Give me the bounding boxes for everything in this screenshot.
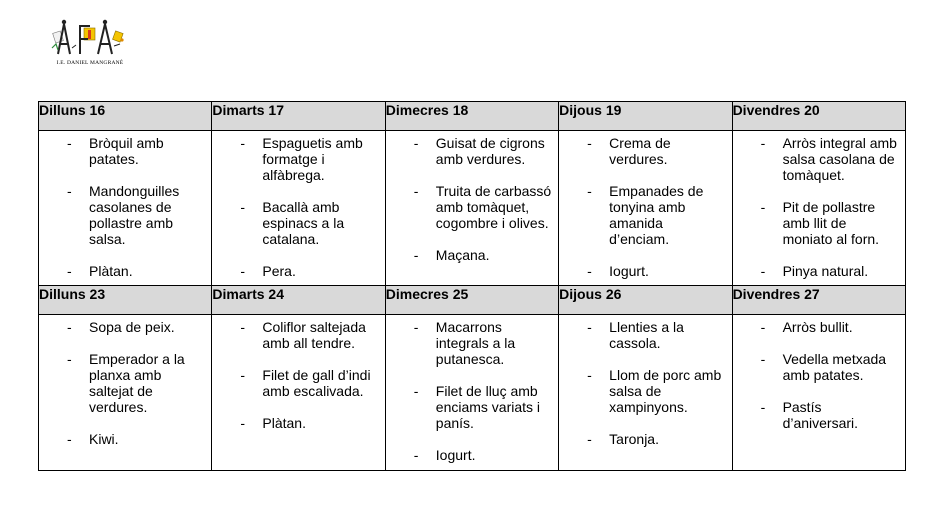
dish-item: - Pastís d’aniversari. xyxy=(733,399,905,431)
dish-item: - Arròs integral amb salsa casolana de tomàquet. xyxy=(733,135,905,183)
dish-list xyxy=(386,315,558,463)
dish-list xyxy=(559,315,731,447)
day-dishes-cell xyxy=(732,315,905,471)
dish-item: - Macarrons integrals a la putanesca. xyxy=(386,319,558,367)
dish-item: - Plàtan. xyxy=(39,263,211,279)
day-dishes-cell xyxy=(39,131,212,286)
day-header: Divendres 20 xyxy=(732,102,905,131)
dish-item: - Coliflor saltejada amb all tendre. xyxy=(212,319,384,351)
day-header: Dimarts 17 xyxy=(212,102,385,131)
dish-list xyxy=(212,315,384,431)
dish-list xyxy=(733,131,905,279)
dish-item: - Espaguetis amb formatge i alfàbrega. xyxy=(212,135,384,183)
afa-logo xyxy=(48,18,132,70)
dish-item: - Filet de gall d’indi amb escalivada. xyxy=(212,367,384,399)
day-dishes-cell xyxy=(212,131,385,286)
day-dishes-cell xyxy=(559,131,732,286)
dish-item: - Llom de porc amb salsa de xampinyons. xyxy=(559,367,731,415)
school-name: I.E. DANIEL MANGRANÉ xyxy=(56,60,124,66)
week-header-row xyxy=(39,286,906,315)
dish-item: - Iogurt. xyxy=(386,447,558,463)
day-header: Dimarts 24 xyxy=(212,286,385,315)
week-dishes-row xyxy=(39,315,906,471)
week-dishes-row xyxy=(39,131,906,286)
afa-logo-graphic xyxy=(48,18,132,62)
dish-item: - Pinya natural. xyxy=(733,263,905,279)
day-dishes-cell xyxy=(385,315,558,471)
dish-item: - Taronja. xyxy=(559,431,731,447)
day-header: Dijous 26 xyxy=(559,286,732,315)
day-dishes-cell xyxy=(385,131,558,286)
day-header: Dilluns 23 xyxy=(39,286,212,315)
day-header: Dijous 19 xyxy=(559,102,732,131)
dish-list xyxy=(559,131,731,279)
dish-item: - Empanades de tonyina amb amanida d’enciam. xyxy=(559,183,731,247)
day-header: Divendres 27 xyxy=(732,286,905,315)
dish-item: - Mandonguilles casolanes de pollastre amb salsa. xyxy=(39,183,211,247)
dish-item: - Maçana. xyxy=(386,247,558,263)
day-header: Dilluns 16 xyxy=(39,102,212,131)
dish-list xyxy=(212,131,384,279)
dish-item: - Crema de verdures. xyxy=(559,135,731,167)
dish-item: - Filet de lluç amb enciams variats i panís. xyxy=(386,383,558,431)
day-dishes-cell xyxy=(732,131,905,286)
dish-list xyxy=(386,131,558,263)
dish-list xyxy=(39,315,211,447)
dish-list xyxy=(39,131,211,279)
dish-item: - Vedella metxada amb patates. xyxy=(733,351,905,383)
dish-item: - Pit de pollastre amb llit de moniato al forn. xyxy=(733,199,905,247)
day-dishes-cell xyxy=(39,315,212,471)
dish-item: - Emperador a la planxa amb saltejat de verdures. xyxy=(39,351,211,415)
dish-list xyxy=(733,315,905,431)
dish-item: - Llenties a la cassola. xyxy=(559,319,731,351)
dish-item: - Pera. xyxy=(212,263,384,279)
day-header: Dimecres 18 xyxy=(385,102,558,131)
dish-item: - Arròs bullit. xyxy=(733,319,905,335)
dish-item: - Iogurt. xyxy=(559,263,731,279)
dish-item: - Sopa de peix. xyxy=(39,319,211,335)
day-header: Dimecres 25 xyxy=(385,286,558,315)
dish-item: - Bacallà amb espinacs a la catalana. xyxy=(212,199,384,247)
dish-item: - Kiwi. xyxy=(39,431,211,447)
weekly-menu-table xyxy=(38,101,906,471)
dish-item: - Bròquil amb patates. xyxy=(39,135,211,167)
day-dishes-cell xyxy=(559,315,732,471)
dish-item: - Truita de carbassó amb tomàquet, cogombre i olives. xyxy=(386,183,558,231)
day-dishes-cell xyxy=(212,315,385,471)
dish-item: - Plàtan. xyxy=(212,415,384,431)
week-header-row xyxy=(39,102,906,131)
dish-item: - Guisat de cigrons amb verdures. xyxy=(386,135,558,167)
